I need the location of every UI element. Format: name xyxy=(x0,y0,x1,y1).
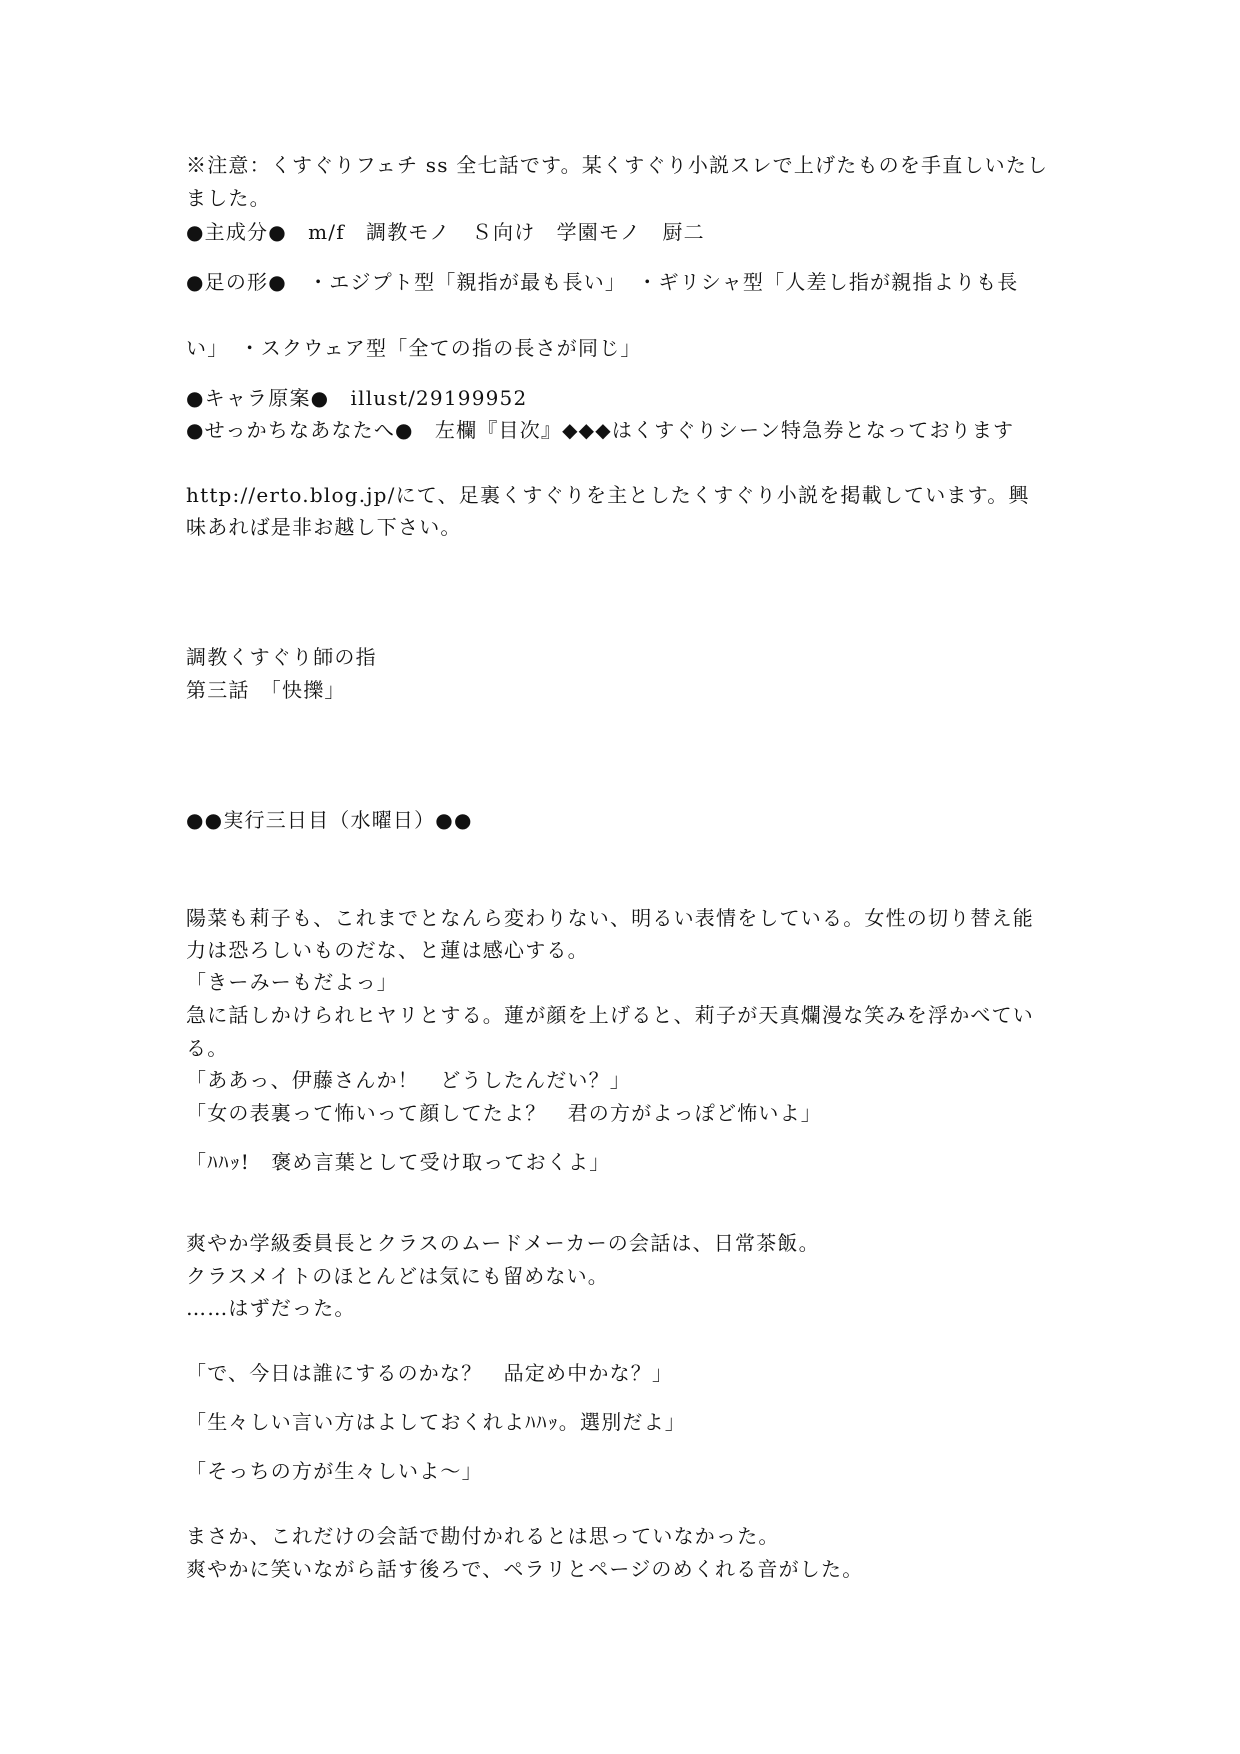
story-line: 急に話しかけられヒヤリとする。蓮が顔を上げると、莉子が天真爛漫な笑みを浮かべてい xyxy=(186,1003,1034,1027)
for-impatient-line: ●せっかちなあなたへ● 左欄『目次』◆◆◆はくすぐりシーン特急券となっております xyxy=(186,418,1015,442)
story-line: 力は恐ろしいものだな、と蓮は感心する。 xyxy=(186,938,589,962)
notice-line-2: ました。 xyxy=(186,186,271,210)
story-line: まさか、これだけの会話で勘付かれるとは思っていなかった。 xyxy=(186,1524,780,1548)
foot-shape-line-1: ●足の形● ・エジプト型「親指が最も長い」 ・ギリシャ型「人差し指が親指よりも長 xyxy=(186,270,1019,294)
site-line-1: http://erto.blog.jp/にて、足裏くすぐりを主としたくすぐり小説を掲載しています。興 xyxy=(186,483,1030,507)
story-line: 陽菜も莉子も、これまでとなんら変わりない、明るい表情をしている。女性の切り替え能 xyxy=(186,906,1034,930)
story-line: 「女の表裏って怖いって顔してたよ？ 君の方がよっぽど怖いよ」 xyxy=(186,1101,822,1125)
notice-line-1: ※注意：くすぐりフェチ ss 全七話です。某くすぐり小説スレで上げたものを手直しいたし xyxy=(186,153,1049,177)
story-line: 爽やか学級委員長とクラスのムードメーカーの会話は、日常茶飯。 xyxy=(186,1231,820,1255)
site-line-2: 味あれば是非お越し下さい。 xyxy=(186,515,462,539)
story-line: 「そっちの方が生々しいよ～」 xyxy=(186,1459,483,1483)
story-line: ……はずだった。 xyxy=(186,1296,356,1320)
story-line: 「きーみーもだよっ」 xyxy=(186,970,398,994)
story-title: 調教くすぐり師の指 xyxy=(186,645,377,669)
story-line: クラスメイトのほとんどは気にも留めない。 xyxy=(186,1264,609,1288)
story-line: 「ああっ、伊藤さんか！ どうしたんだい？」 xyxy=(186,1068,631,1092)
section-heading: ●●実行三日目（水曜日）●● xyxy=(186,808,473,832)
foot-shape-line-2: い」 ・スクウェア型「全ての指の長さが同じ」 xyxy=(186,336,642,360)
story-line: 「で、今日は誰にするのかな？ 品定め中かな？」 xyxy=(186,1361,674,1385)
character-design-line: ●キャラ原案● illust/29199952 xyxy=(186,386,528,410)
story-line: 爽やかに笑いながら話す後ろで、ペラリとページのめくれる音がした。 xyxy=(186,1557,864,1581)
story-line: 「生々しい言い方はよしておくれよﾊﾊｯ。選別だよ」 xyxy=(186,1410,686,1434)
story-line: る。 xyxy=(186,1036,229,1060)
main-content-line: ●主成分● m/f 調教モノ Ｓ向け 学園モノ 厨二 xyxy=(186,220,705,244)
chapter-title: 第三話 「快擽」 xyxy=(186,678,346,702)
story-line: 「ﾊﾊｯ! 褒め言葉として受け取っておくよ」 xyxy=(186,1150,611,1174)
